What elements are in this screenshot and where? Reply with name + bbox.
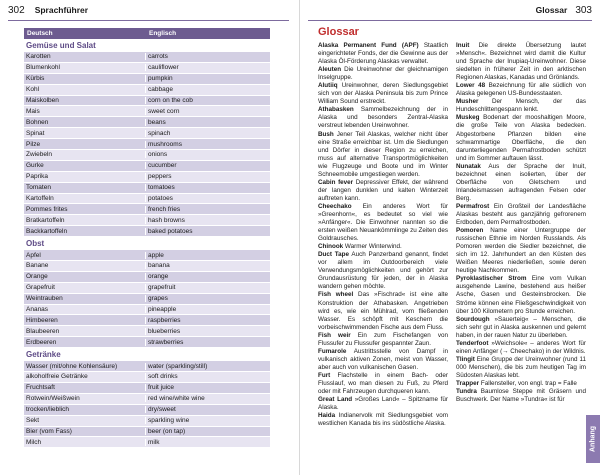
cell-deutsch: Blumenkohl bbox=[24, 64, 146, 71]
glossary-term: Sourdough bbox=[456, 315, 490, 323]
glossary-entry bbox=[456, 316, 586, 340]
table-row bbox=[24, 294, 270, 305]
table-row bbox=[24, 172, 270, 183]
table-row bbox=[24, 261, 270, 272]
table-row bbox=[24, 183, 270, 194]
table-section-heading: Obst bbox=[24, 237, 270, 250]
cell-deutsch: Bohnen bbox=[24, 119, 146, 126]
cell-englisch: carrots bbox=[148, 53, 168, 61]
table-row bbox=[24, 427, 270, 438]
cell-englisch: pumpkin bbox=[148, 75, 173, 83]
glossary-entry bbox=[318, 332, 448, 348]
cell-deutsch: Apfel bbox=[24, 252, 146, 259]
table-row bbox=[24, 383, 270, 394]
cell-englisch: water (sparkling/still) bbox=[148, 362, 208, 370]
glossary-entry bbox=[318, 179, 448, 203]
glossary-entry bbox=[456, 163, 586, 203]
header-rule bbox=[8, 20, 289, 21]
glossary-entry bbox=[456, 82, 586, 98]
glossary-definition: Indianervolk mit Siedlungsgebiet vom westlichen Kanada bis ins südöstliche Alaska. bbox=[318, 412, 448, 428]
glossary-term: Cabin fever bbox=[318, 178, 354, 186]
table-row bbox=[24, 85, 270, 96]
glossary-definition: Die direkte Übersetzung lautet »Mensch«. Bezeichnet wird damit die Kultur und Sprache der Inupiaq-Ureinwohner. Diese siedelten in früherer Zeit in den arktischen Regionen Alaskas, Kanadas und Grönlands. bbox=[456, 42, 586, 82]
glossary-term: Tlingit bbox=[456, 355, 475, 363]
page-number: 302 bbox=[8, 4, 25, 16]
cell-deutsch: Ananas bbox=[24, 306, 146, 313]
table-row bbox=[24, 326, 270, 337]
cell-deutsch: Weintrauben bbox=[24, 295, 146, 302]
table-section-rows bbox=[24, 250, 270, 348]
column-header-deutsch: Deutsch bbox=[27, 30, 53, 37]
glossary-entry bbox=[456, 227, 586, 275]
table-row bbox=[24, 215, 270, 226]
table-row bbox=[24, 416, 270, 427]
glossary-definition: Fallensteller, von engl. trap = Falle bbox=[479, 379, 577, 387]
cell-englisch: dry/sweet bbox=[148, 406, 176, 414]
glossary-definition: Sammelbezeichnung der in Alaska und besonders Zentral-Alaska verstreut lebenden Ureinwohner. bbox=[318, 106, 448, 130]
cell-deutsch: Kohl bbox=[24, 86, 146, 93]
cell-englisch: potatoes bbox=[148, 195, 173, 203]
cell-deutsch: Erdbeeren bbox=[24, 339, 146, 346]
glossary-definition: »Weichsole« – anderes Wort für einen Anfänger (→ Cheechako) in der Wildnis. bbox=[456, 339, 586, 355]
glossary-definition: Eine vom Vulkan ausgehende Lawine, bestehend aus heißer Asche, Gasen und Gesteinsbrocken. Die Ströme können eine Fließgeschwindigkeit von über 100 Kilometern pro Stunde erreichen. bbox=[456, 275, 586, 315]
table-row bbox=[24, 272, 270, 283]
glossary-term: Lower 48 bbox=[456, 82, 486, 90]
cell-deutsch: Wasser (mit/ohne Kohlensäure) bbox=[24, 363, 146, 370]
cell-deutsch: Bier (vom Fass) bbox=[24, 428, 146, 435]
cell-englisch: spinach bbox=[148, 129, 171, 137]
glossary-term: Duct Tape bbox=[318, 251, 349, 259]
glossary-entry bbox=[318, 396, 448, 412]
table-row bbox=[24, 74, 270, 85]
glossary-definition: »Großes Land« – Spitzname für Alaska. bbox=[318, 396, 448, 412]
table-row bbox=[24, 194, 270, 205]
glossary-term: Great Land bbox=[318, 396, 353, 404]
glossary-entry bbox=[456, 356, 586, 380]
cell-englisch: soft drinks bbox=[148, 373, 178, 381]
cell-deutsch: Pilze bbox=[24, 141, 146, 148]
cell-deutsch: trocken/lieblich bbox=[24, 406, 146, 413]
glossary-entry bbox=[318, 291, 448, 331]
cell-deutsch: Pommes frites bbox=[24, 206, 146, 213]
table-row bbox=[24, 337, 270, 348]
cell-englisch: cauliflower bbox=[148, 64, 179, 72]
table-row bbox=[24, 283, 270, 294]
glossary-entry bbox=[456, 275, 586, 315]
table-row bbox=[24, 315, 270, 326]
cell-englisch: cucumber bbox=[148, 162, 177, 170]
glossary-definition: »Sauerteig« – Menschen, die sich sehr gut in Alaska auskennen und gelernt haben, in der rauen Natur zu überleben. bbox=[456, 315, 586, 339]
cell-englisch: orange bbox=[148, 273, 169, 281]
table-row bbox=[24, 117, 270, 128]
table-row bbox=[24, 437, 270, 448]
glossary-term: Fish weir bbox=[318, 331, 351, 339]
glossary-definition: Ureinwohner, deren Siedlungsgebiet sich von der Alaska Peninsula bis zum Prince William Sound erstreckt. bbox=[318, 82, 448, 106]
cell-englisch: sparkling wine bbox=[148, 417, 190, 425]
table-row bbox=[24, 106, 270, 117]
cell-deutsch: Grapefruit bbox=[24, 284, 146, 291]
glossary-definition: Warmer Winterwind. bbox=[343, 243, 402, 251]
glossary-term: Furt bbox=[318, 371, 331, 379]
glossary-entry bbox=[318, 106, 448, 130]
table-section-heading: Gemüse und Salat bbox=[24, 39, 270, 52]
glossary-term: Fumarole bbox=[318, 347, 347, 355]
glossary-term: Fish wheel bbox=[318, 291, 354, 299]
cell-deutsch: Fruchtsaft bbox=[24, 384, 146, 391]
glossary-definition: Austrittsstelle von Dampf in vulkanisch aktiven Zonen, meist von Wasser, aber auch von vulkanischen Gasen. bbox=[318, 347, 448, 371]
glossary-title: Glossar bbox=[318, 26, 359, 38]
cell-englisch: strawberries bbox=[148, 338, 184, 346]
glossary-entry bbox=[456, 42, 586, 82]
table-sections bbox=[24, 39, 270, 448]
glossary-term: Tundra bbox=[456, 388, 477, 396]
cell-englisch: grapefruit bbox=[148, 284, 176, 292]
table-row bbox=[24, 305, 270, 316]
cell-deutsch: Kürbis bbox=[24, 75, 146, 82]
glossary-entry bbox=[318, 82, 448, 106]
glossary-term: Alaska Permanent Fund (APF) bbox=[318, 42, 419, 49]
glossary-entry bbox=[318, 42, 448, 66]
running-head: Glossar bbox=[535, 5, 568, 15]
cell-deutsch: Orange bbox=[24, 273, 146, 280]
cell-deutsch: Sekt bbox=[24, 417, 146, 424]
cell-deutsch: Tomaten bbox=[24, 184, 146, 191]
cell-englisch: cabbage bbox=[148, 86, 173, 94]
header-rule bbox=[308, 20, 592, 21]
table-section-rows bbox=[24, 52, 270, 237]
glossary-term: Pomoren bbox=[456, 227, 484, 235]
glossary-definition: Staatlich eingerichteter Fonds, der die Gewinne aus der Alaska Öl-Förderung Alaskas verwaltet. bbox=[318, 42, 448, 66]
table-row bbox=[24, 361, 270, 372]
glossary-term: Haida bbox=[318, 412, 336, 420]
glossary-term: Musher bbox=[456, 98, 479, 106]
glossary-entry bbox=[318, 372, 448, 396]
cell-englisch: peppers bbox=[148, 173, 172, 181]
cell-englisch: beer (on tap) bbox=[148, 427, 186, 435]
table-row bbox=[24, 139, 270, 150]
glossary-definition: Name einer Untergruppe der russischen Ethnie im Norden Russlands. Als Pomoren werden die Siedler bezeichnet, die sich im 12. Jahrhundert an den Küsten des Weißen Meeres niederließen, sowie deren heutige Nachkommen. bbox=[456, 227, 586, 275]
cell-englisch: raspberries bbox=[148, 316, 181, 324]
cell-deutsch: Bratkartoffeln bbox=[24, 217, 146, 224]
cell-englisch: pineapple bbox=[148, 306, 177, 314]
cell-deutsch: Blaubeeren bbox=[24, 328, 146, 335]
glossary-term: Alutiiq bbox=[318, 82, 338, 90]
glossary-definition: Die Ureinwohner der gleichnamigen Inselgruppe. bbox=[318, 66, 448, 82]
glossary-entry bbox=[456, 114, 586, 162]
cell-deutsch: Gurke bbox=[24, 162, 146, 169]
cell-deutsch: Spinat bbox=[24, 130, 146, 137]
glossary-definition: Auch Panzerband genannt, findet vor allem im Outdoorbereich viele Verwendungsmöglichkeiten und gehört zur Grundausrüstung für jeden, der in Alaska wandern gehen möchte. bbox=[318, 251, 448, 291]
table-row bbox=[24, 63, 270, 74]
cell-deutsch: alkoholfreie Getränke bbox=[24, 373, 146, 380]
glossary-entry bbox=[318, 243, 448, 251]
glossary-term: Bush bbox=[318, 130, 334, 138]
table-row bbox=[24, 128, 270, 139]
cell-englisch: red wine/white wine bbox=[148, 395, 205, 403]
cell-englisch: beans bbox=[148, 118, 166, 126]
cell-englisch: french fries bbox=[148, 205, 181, 213]
glossary-definition: Das »Fischrad« ist eine alte Konstruktion der Athabasken. Angetrieben wird es, wie ein Mühlrad, vom fließenden Wasser. Es schöpft mit Keschern die vorbeischwimmenden Fische aus dem Fluss. bbox=[318, 291, 448, 331]
cell-englisch: grapes bbox=[148, 295, 168, 303]
cell-englisch: hash browns bbox=[148, 216, 185, 224]
cell-englisch: tomatoes bbox=[148, 184, 175, 192]
cell-deutsch: Milch bbox=[24, 439, 146, 446]
cell-deutsch: Mais bbox=[24, 108, 146, 115]
glossary-definition: Ein zum Fischefangen von Flussufer zu Flussufer gespannter Zaun. bbox=[318, 331, 449, 347]
glossary-entry bbox=[456, 380, 586, 388]
glossary-definition: Flachstelle in einem Bach- oder Flusslauf, wo man diesen zu Fuß, zu Pferd oder mit Fahrzeugen durchqueren kann. bbox=[318, 371, 448, 396]
glossary-term: Cheechako bbox=[318, 202, 352, 210]
glossary-term: Inuit bbox=[456, 42, 470, 49]
table-row bbox=[24, 204, 270, 215]
cell-deutsch: Banane bbox=[24, 262, 146, 269]
glossary-definition: Bodenart der mooshaltigen Moore, die große Teile von Alaska bedecken. Abgestorbene Pflanzen bilden eine schwammartige Oberfläche, die den darunterliegenden Permafrostboden schützt und im Sommer auftauen lässt. bbox=[456, 114, 586, 162]
table-row bbox=[24, 161, 270, 172]
cell-englisch: milk bbox=[148, 438, 160, 446]
glossary-entry bbox=[456, 388, 586, 404]
table-row bbox=[24, 250, 270, 261]
glossary-entry bbox=[318, 131, 448, 179]
table-section-heading: Getränke bbox=[24, 348, 270, 361]
cell-englisch: blueberries bbox=[148, 327, 181, 335]
running-head: Sprachführer bbox=[34, 5, 89, 15]
glossary-term: Tenderfoot bbox=[456, 339, 489, 347]
glossary-column-1 bbox=[318, 42, 448, 428]
glossary-entry bbox=[318, 251, 448, 291]
glossary-definition: Ein Großteil der Landesfläche Alaskas besteht aus ganzjährig gefrorenem Erdboden, dem Permafrostboden. bbox=[456, 202, 586, 227]
glossary-term: Nunatak bbox=[456, 162, 481, 170]
glossary-columns bbox=[318, 42, 586, 428]
glossary-column-2 bbox=[456, 42, 586, 428]
cell-englisch: onions bbox=[148, 151, 168, 159]
table-row bbox=[24, 52, 270, 63]
glossary-term: Aleuten bbox=[318, 66, 342, 74]
glossary-term: Athabasken bbox=[318, 106, 354, 114]
glossary-term: Permafrost bbox=[456, 202, 490, 210]
page-number: 303 bbox=[575, 4, 592, 16]
table-row bbox=[24, 405, 270, 416]
glossary-definition: Ein anderes Wort für »Greenhorn«, es bedeutet so viel wie »Anfänger«. Die Einwohner nannten so die ersten weißen Neuankömmlinge zu Zeiten des Goldrausches. bbox=[318, 202, 448, 243]
cell-englisch: corn on the cob bbox=[148, 97, 193, 104]
cell-deutsch: Kartoffeln bbox=[24, 195, 146, 202]
cell-englisch: banana bbox=[148, 262, 170, 270]
glossary-definition: Depressiver Effekt, der während der langen dunklen und kalten Winterzeit auftreten kann. bbox=[318, 178, 448, 202]
glossary-entry bbox=[456, 203, 586, 227]
glossary-entry bbox=[318, 348, 448, 372]
table-row bbox=[24, 226, 270, 237]
cell-deutsch: Paprika bbox=[24, 173, 146, 180]
table-section-rows bbox=[24, 361, 270, 448]
table-row bbox=[24, 394, 270, 405]
table-row bbox=[24, 96, 270, 107]
glossary-entry bbox=[456, 340, 586, 356]
cell-deutsch: Maiskolben bbox=[24, 97, 146, 104]
glossary-definition: Jener Teil Alaskas, welcher nicht über eine Straße erreichbar ist. Um die Siedlungen und Dörfer in dieser Region zu erreichen, muss auf alternative Transportmöglichkeiten wie Flugzeuge und Boote und im Winter Schneemobile umgestiegen werden. bbox=[318, 130, 448, 178]
glossary-entry bbox=[318, 412, 448, 428]
glossary-entry bbox=[456, 98, 586, 114]
glossary-entry bbox=[318, 203, 448, 243]
cell-deutsch: Backkartoffeln bbox=[24, 228, 146, 235]
glossary-term: Muskeg bbox=[456, 114, 480, 122]
table-header bbox=[24, 28, 270, 39]
glossary-entry bbox=[318, 66, 448, 82]
glossary-definition: Baumlose Steppe mit Gräsern und Buschwerk. Der Name »Tundra« ist für bbox=[456, 388, 586, 404]
table-row bbox=[24, 150, 270, 161]
section-tab[interactable]: Anhang bbox=[586, 415, 600, 463]
cell-englisch: fruit juice bbox=[148, 384, 175, 392]
right-page-header bbox=[300, 0, 600, 20]
cell-englisch: baked potatoes bbox=[148, 227, 193, 235]
cell-deutsch: Himbeeren bbox=[24, 317, 146, 324]
cell-deutsch: Rotwein/Weißwein bbox=[24, 395, 146, 402]
glossary-definition: Aus der Sprache der Inuit, bezeichnet einen isolierten, über der Oberfläche von Gletschern und Inlandeismassen aufragenden Felsen oder Berg. bbox=[456, 162, 586, 202]
left-page-header bbox=[0, 0, 299, 20]
glossary-definition: Eine Gruppe der Ureinwohner (rund 11 000 Menschen), die bis zum heutigen Tag im Südosten Alaskas lebt. bbox=[456, 355, 586, 379]
glossary-definition: Bezeichnung für alle südlich von Alaska gelegenen US-Bundesstaaten. bbox=[456, 82, 587, 98]
glossary-term: Trapper bbox=[456, 379, 480, 387]
table-row bbox=[24, 372, 270, 383]
cell-englisch: apple bbox=[148, 251, 164, 259]
cell-deutsch: Zwiebeln bbox=[24, 151, 146, 158]
glossary-definition: Der Mensch, der das Hundeschlittengespann lenkt. bbox=[456, 98, 586, 114]
cell-englisch: sweet corn bbox=[148, 107, 180, 115]
cell-englisch: mushrooms bbox=[148, 140, 182, 148]
glossary-term: Pyroklastischer Strom bbox=[456, 275, 527, 283]
column-header-englisch: Englisch bbox=[149, 30, 177, 37]
cell-deutsch: Karotten bbox=[24, 53, 146, 60]
right-page bbox=[300, 0, 600, 475]
glossary-term: Chinook bbox=[318, 243, 344, 251]
phrase-table bbox=[24, 28, 270, 448]
